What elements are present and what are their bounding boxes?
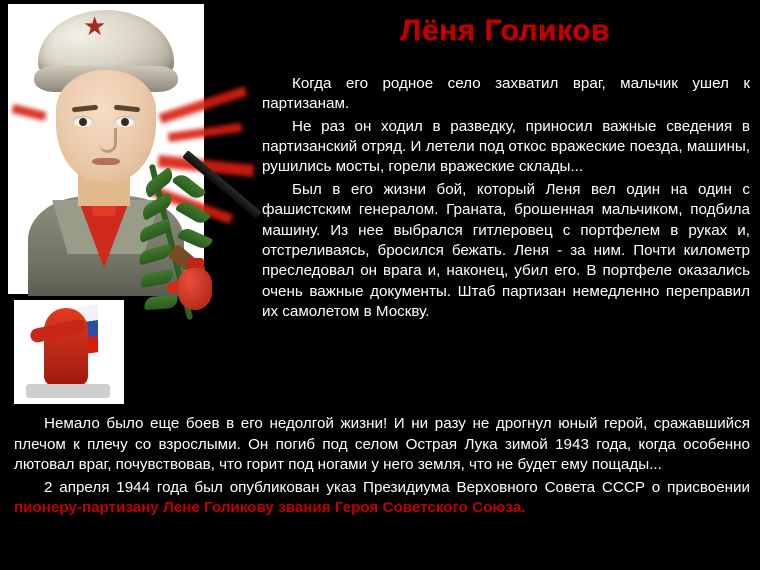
monument-base bbox=[26, 384, 110, 398]
red-brush-stroke bbox=[11, 104, 46, 121]
page-title: Лёня Голиков bbox=[400, 14, 610, 47]
pupil-right bbox=[121, 118, 129, 126]
laurel-leaf bbox=[144, 295, 179, 310]
pupil-left bbox=[79, 118, 87, 126]
face bbox=[56, 70, 156, 182]
nose bbox=[100, 128, 117, 153]
bottom-paragraph-2-accent: пионеру-партизану Лене Голикову звания Героя Советского Союза. bbox=[14, 499, 526, 517]
paragraph-1: Когда его родное село захватил враг, мальчик ушел к партизанам. bbox=[262, 75, 750, 113]
mouth bbox=[92, 158, 120, 165]
bottom-paragraph-2 bbox=[14, 478, 750, 519]
laurel-leaf bbox=[172, 171, 207, 202]
bottom-paragraph-1: Немало было еще боев в его недолгой жизни! И ни разу не дрогнул юный герой, сражавшийся плечом к плечу со взрослыми. Он погиб под селом Острая Лука зимой 1943 года, когда особенно лютовал враг, почувствовав, что горит под ногами у него земля, что не будет ему пощады... bbox=[14, 415, 750, 474]
paragraph-2: Не раз он ходил в разведку, приносил важные сведения в партизанский отряд. И летели под откос вражеские поезда, машины, рушились мосты, горели вражеские склады... bbox=[262, 117, 750, 176]
grenade-icon bbox=[178, 268, 212, 310]
bottom-text-block bbox=[14, 414, 750, 521]
illustration-column bbox=[0, 0, 262, 410]
laurel-leaf bbox=[175, 198, 211, 226]
red-brush-stroke bbox=[168, 123, 243, 142]
eye-left bbox=[73, 116, 93, 127]
bottom-paragraph-2-prefix: 2 апреля 1944 года был опубликован указ Президиума Верховного Совета СССР о присвоении bbox=[44, 478, 750, 496]
military-emblem bbox=[150, 150, 262, 340]
eyebrow-left bbox=[72, 105, 98, 113]
paragraph-3: Был в его жизни бой, который Леня вел один на один с фашистским генералом. Граната, брошенная мальчиком, подбила машину. Из нее выбрался гитлеровец с портфелем в руках и, отстреливаясь, бросился бежать. Леня - за ним. Почти километр преследовал он врага и, наконец, убил его. В портфеле оказались очень важные документы. Штаб партизан немедленно переправил их самолетом в Москву. bbox=[262, 180, 750, 320]
eyebrow-right bbox=[114, 105, 140, 113]
eye-right bbox=[115, 116, 135, 127]
red-brush-stroke bbox=[159, 86, 248, 123]
main-text-column bbox=[262, 74, 750, 324]
monument-image bbox=[14, 300, 124, 404]
